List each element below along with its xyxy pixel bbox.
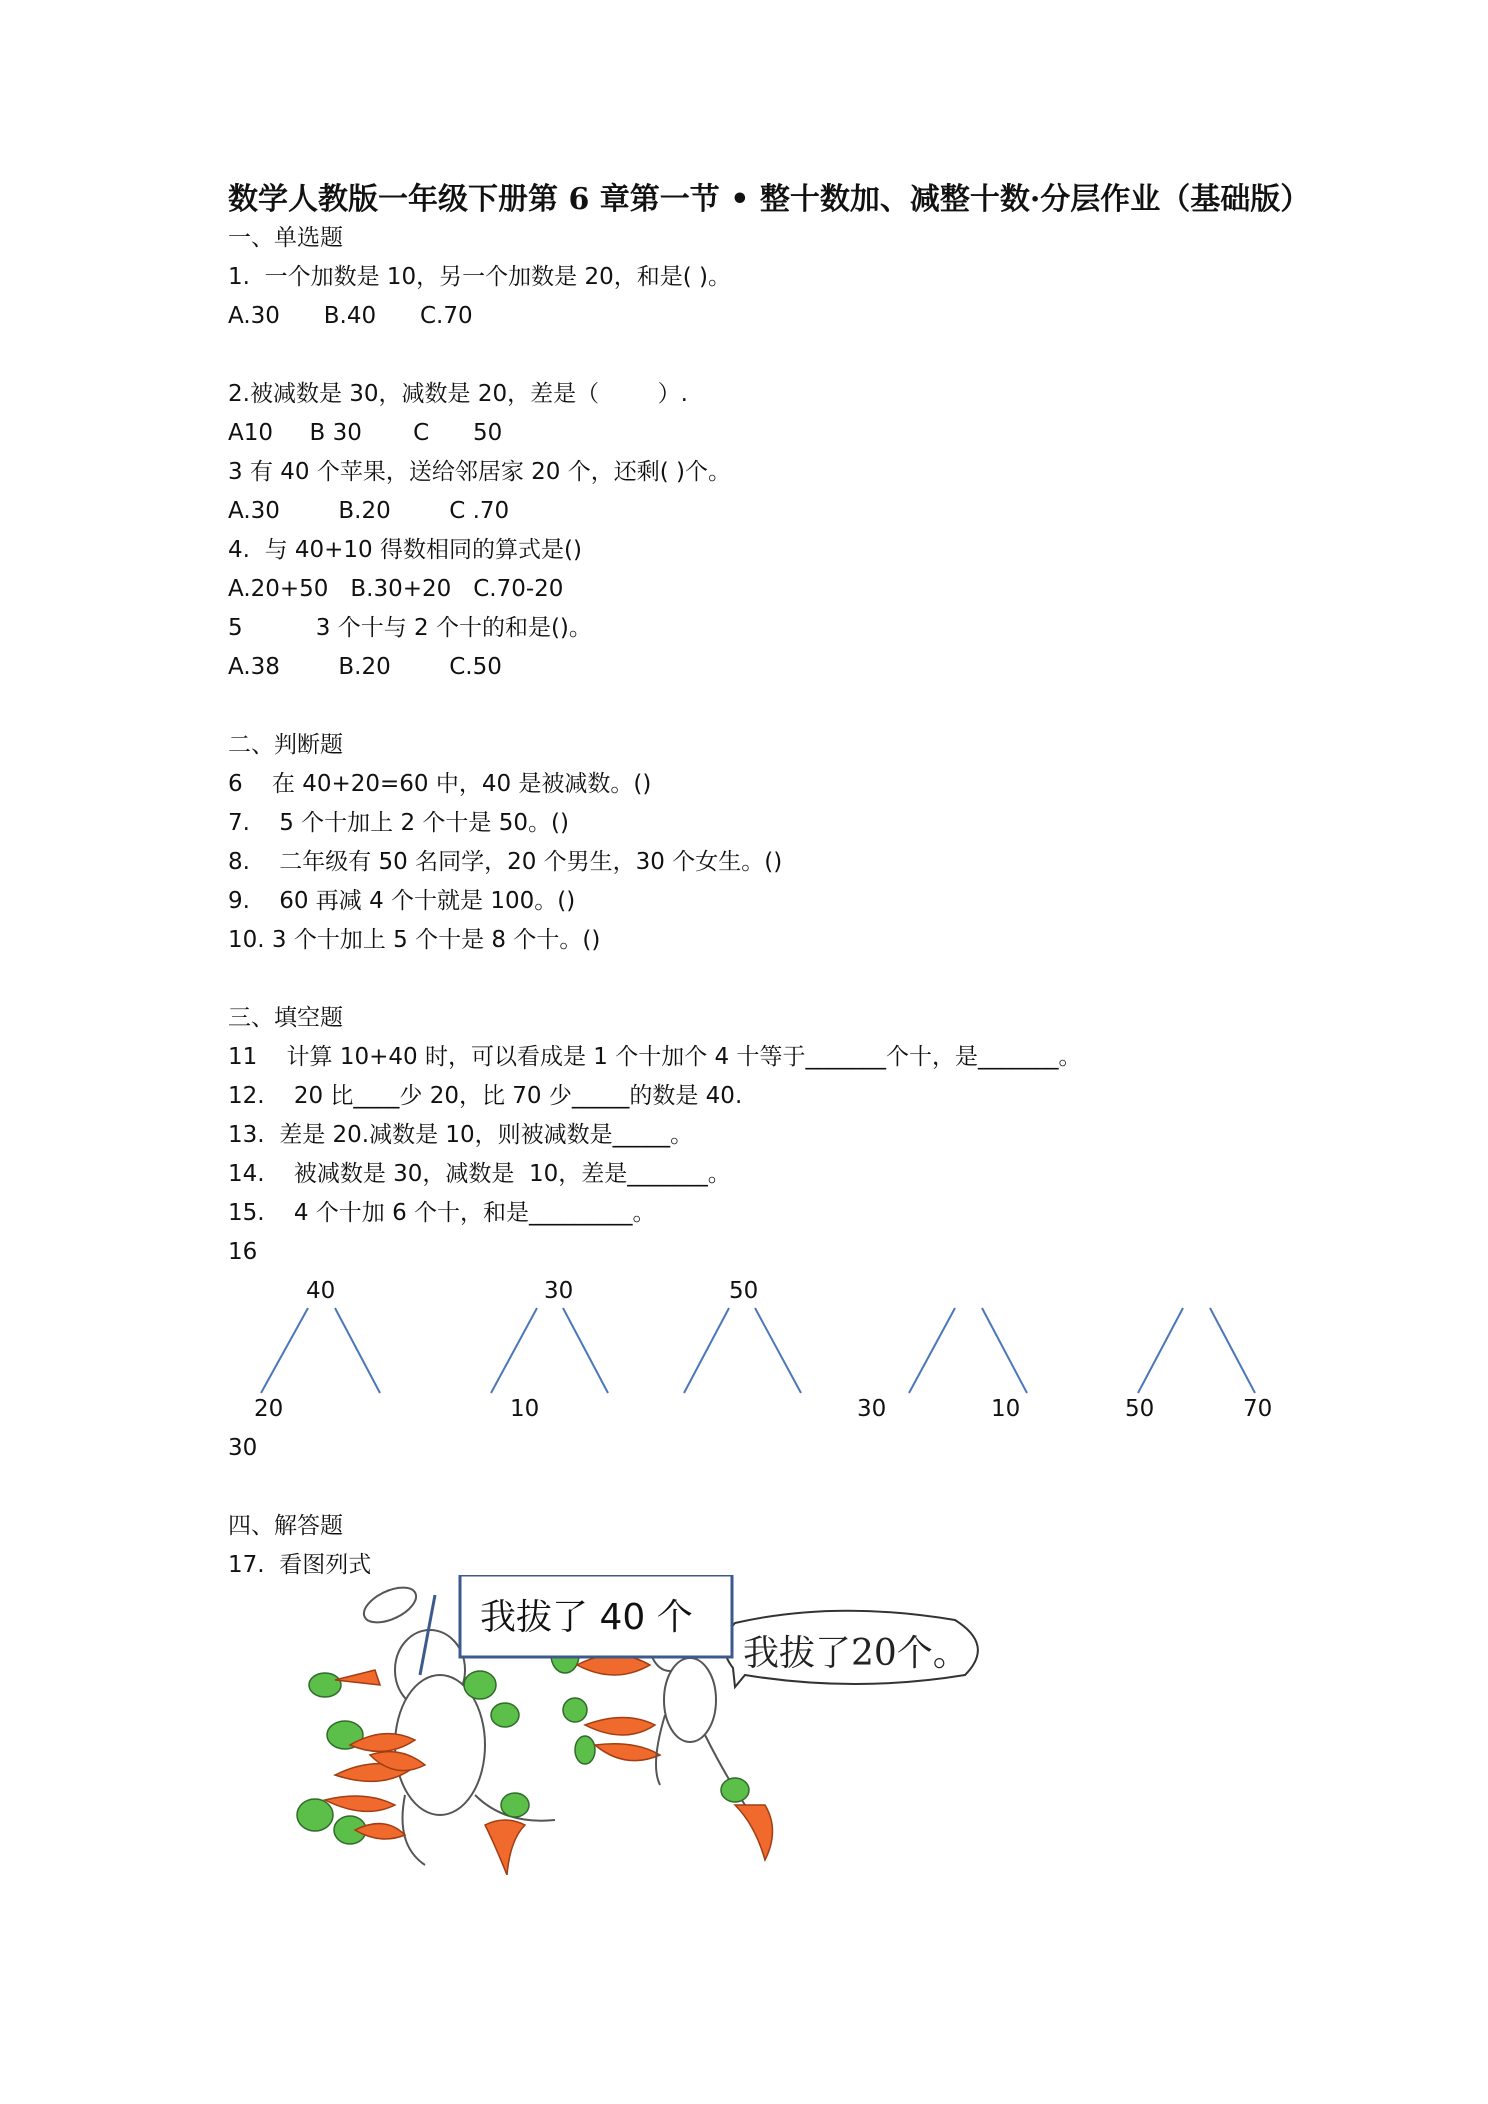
tree1-top: 40	[306, 1278, 336, 1304]
question-7: 7. 5 个十加上 2 个十是 50。()	[228, 810, 569, 836]
right-bubble-text: 我拔了20个。	[743, 1633, 969, 1674]
tree2-left-branch	[491, 1308, 537, 1393]
tree2-right-branch	[563, 1308, 608, 1393]
tree1-left-branch	[261, 1308, 308, 1393]
question-5: 5 3 个十与 2 个十的和是()。	[228, 615, 592, 641]
question-12: 12. 20 比____少 20，比 70 少_____的数是 40.	[228, 1083, 743, 1109]
tree3-right-branch	[755, 1308, 801, 1393]
tree4-left-branch	[909, 1308, 955, 1393]
question-8: 8. 二年级有 50 名同学，20 个男生，30 个女生。()	[228, 849, 783, 875]
tree-extra-number: 30	[228, 1435, 258, 1461]
tree3-left-branch	[684, 1308, 729, 1393]
tree1-left: 20	[254, 1396, 284, 1422]
question-13: 13. 差是 20.减数是 10，则被减数是_____。	[228, 1122, 694, 1148]
question-2-options: A10 B 30 C 50	[228, 420, 503, 446]
tree1-right-branch	[335, 1308, 380, 1393]
question-6: 6 在 40+20=60 中，40 是被减数。()	[228, 771, 652, 797]
tree4-right: 10	[991, 1396, 1021, 1422]
question-14: 14. 被减数是 30，减数是 10，差是_______。	[228, 1161, 731, 1187]
question-4: 4. 与 40+10 得数相同的算式是()	[228, 537, 582, 563]
page-title: 数学人教版一年级下册第 6 章第一节 • 整十数加、减整十数·分层作业（基础版）	[228, 182, 1311, 217]
tree2-left: 10	[510, 1396, 540, 1422]
section4-heading: 四、解答题	[228, 1513, 343, 1539]
question-11: 11 计算 10+40 时，可以看成是 1 个十加个 4 十等于_______个十，是_______。	[228, 1044, 1082, 1070]
tree4-right-branch	[982, 1308, 1027, 1393]
question-4-options: A.20+50 B.30+20 C.70-20	[228, 576, 564, 602]
question-3-options: A.30 B.20 C .70	[228, 498, 510, 524]
question-2: 2.被减数是 30，减数是 20，差是（ ）.	[228, 381, 688, 407]
question-5-options: A.38 B.20 C.50	[228, 654, 502, 680]
section1-heading: 一、单选题	[228, 225, 343, 251]
question-1-options: A.30 B.40 C.70	[228, 303, 473, 329]
section3-heading: 三、填空题	[228, 1005, 343, 1031]
tree5-right: 70	[1243, 1396, 1273, 1422]
left-bubble-text: 我拔了 40 个	[480, 1597, 693, 1638]
tree5-left: 50	[1125, 1396, 1155, 1422]
question-3: 3 有 40 个苹果，送给邻居家 20 个，还剩( )个。	[228, 459, 731, 485]
rabbits-carrots-illustration	[295, 1575, 995, 1875]
tree5-right-branch	[1210, 1308, 1255, 1393]
question-1: 1. 一个加数是 10，另一个加数是 20，和是( )。	[228, 264, 731, 290]
question-15: 15. 4 个十加 6 个十，和是_________。	[228, 1200, 656, 1226]
tree4-left: 30	[857, 1396, 887, 1422]
question-10: 10. 3 个十加上 5 个十是 8 个十。()	[228, 927, 601, 953]
tree5-left-branch	[1138, 1308, 1183, 1393]
question-17: 17. 看图列式	[228, 1552, 372, 1578]
question-16-label: 16	[228, 1239, 258, 1265]
tree3-top: 50	[729, 1278, 759, 1304]
section2-heading: 二、判断题	[228, 732, 343, 758]
right-rabbit-carrot	[721, 1778, 773, 1860]
tree2-top: 30	[544, 1278, 574, 1304]
question-9: 9. 60 再减 4 个十就是 100。()	[228, 888, 576, 914]
